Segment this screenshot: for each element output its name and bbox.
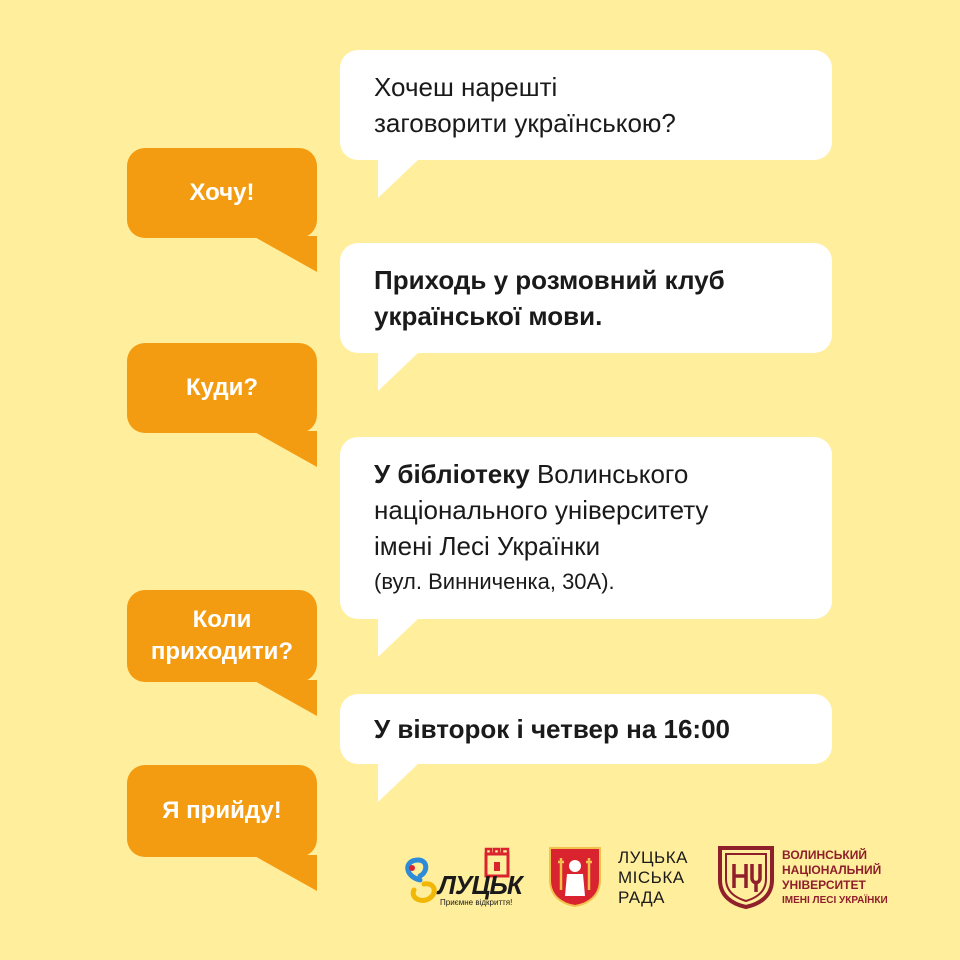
university-line: ІМЕНІ ЛЕСІ УКРАЇНКИ bbox=[782, 895, 888, 906]
lutsk-logo-word: ЛУЦЬК bbox=[438, 870, 522, 900]
bubble-text: Хочу! bbox=[189, 179, 255, 206]
bubble-text: Я прийду! bbox=[162, 797, 282, 824]
council-line: РАДА bbox=[618, 888, 665, 907]
bubble-text-address: (вул. Винниченка, 30А). bbox=[374, 569, 615, 594]
bubble-answer-will-come bbox=[127, 765, 317, 857]
bubble-tail bbox=[253, 680, 317, 716]
bubble-invite-club bbox=[340, 243, 832, 353]
bubble-answer-when bbox=[127, 590, 317, 682]
bubble-tail bbox=[378, 351, 420, 391]
bubble-tail bbox=[378, 158, 420, 198]
university-line: ВОЛИНСЬКИЙ bbox=[782, 848, 867, 862]
bubble-text-line: приходити? bbox=[150, 638, 294, 665]
bubble-answer-where bbox=[127, 343, 317, 433]
bubble-tail bbox=[378, 762, 420, 802]
bubble-text-line: Хочеш нарешті bbox=[374, 72, 558, 102]
council-line: МІСЬКА bbox=[618, 868, 685, 887]
city-coat-of-arms-icon bbox=[548, 846, 602, 908]
city-council-name bbox=[618, 848, 688, 908]
bubble-schedule bbox=[340, 694, 832, 764]
bubble-tail bbox=[253, 236, 317, 272]
university-line: УНІВЕРСИТЕТ bbox=[782, 878, 866, 892]
lutsk-city-logo bbox=[400, 846, 522, 916]
bubble-text-line: У вівторок і четвер на 16:00 bbox=[374, 714, 731, 744]
bubble-text-bold: У бібліотеку bbox=[374, 459, 530, 489]
university-emblem-icon bbox=[716, 844, 776, 910]
bubble-tail bbox=[253, 855, 317, 891]
bubble-text-line: української мови. bbox=[374, 301, 603, 331]
bubble-location bbox=[340, 437, 832, 619]
bubble-text-line: Приходь у розмовний клуб bbox=[374, 265, 725, 295]
lutsk-logo-slogan: Приємне відкриття! bbox=[440, 898, 513, 907]
council-line: ЛУЦЬКА bbox=[618, 848, 688, 867]
bubble-text-line: національного університету bbox=[374, 495, 709, 525]
bubble-answer-want bbox=[127, 148, 317, 238]
bubble-text-line: імені Лесі Українки bbox=[374, 531, 601, 561]
university-line: НАЦІОНАЛЬНИЙ bbox=[782, 863, 882, 877]
bubble-question-learn bbox=[340, 50, 832, 160]
bubble-text-line bbox=[374, 456, 798, 492]
university-name bbox=[782, 848, 888, 908]
bubble-tail bbox=[378, 617, 420, 657]
bubble-text-line: заговорити українською? bbox=[374, 108, 676, 138]
bubble-text: Куди? bbox=[185, 374, 259, 401]
bubble-text-rest: Волинського bbox=[529, 459, 689, 489]
bubble-text-line: Коли bbox=[192, 606, 252, 633]
bubble-tail bbox=[253, 431, 317, 467]
footer-logos bbox=[400, 840, 920, 920]
